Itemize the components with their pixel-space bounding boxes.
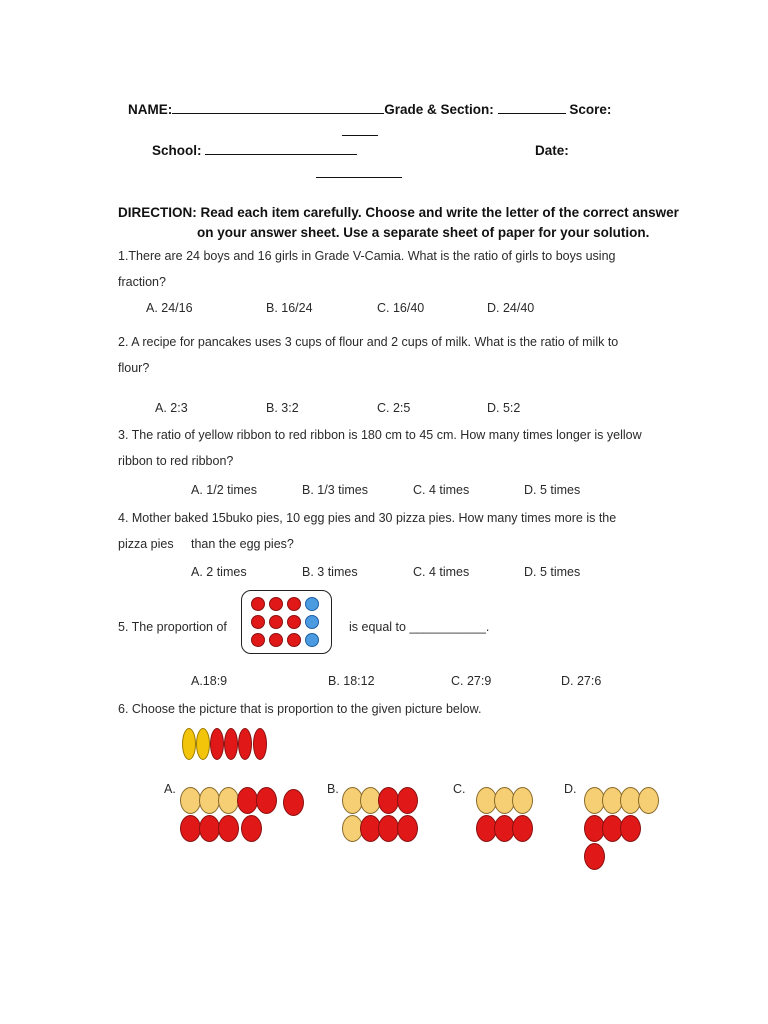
question-3-line-2: ribbon to red ribbon?: [118, 454, 234, 468]
q5-option-d[interactable]: D. 27:6: [561, 674, 602, 688]
q2-option-c[interactable]: C. 2:5: [377, 401, 411, 415]
question-2-line-2: flour?: [118, 361, 150, 375]
question-2-line-1: 2. A recipe for pancakes uses 3 cups of flour and 2 cups of milk. What is the ratio of milk to: [118, 335, 619, 349]
q6-c-red: [512, 815, 533, 842]
q6-a-cream: [218, 787, 239, 814]
q6-a-red: [241, 815, 262, 842]
q4-option-a[interactable]: A. 2 times: [191, 565, 247, 579]
q1-option-a[interactable]: A. 24/16: [146, 301, 193, 315]
q6-d-red: [620, 815, 641, 842]
question-6-line-1: 6. Choose the picture that is proportion to the given picture below.: [118, 702, 482, 716]
question-4-line-1: 4. Mother baked 15buko pies, 10 egg pies and 30 pizza pies. How many times more is the: [118, 511, 617, 525]
question-5-suffix: is equal to ___________.: [349, 620, 490, 634]
q6-d-cream: [638, 787, 659, 814]
q6-b-red: [378, 787, 399, 814]
date-blank[interactable]: [316, 164, 402, 178]
q3-option-c[interactable]: C. 4 times: [413, 483, 470, 497]
question-4-line-2a: pizza pies: [118, 537, 174, 551]
q5-option-b[interactable]: B. 18:12: [328, 674, 375, 688]
score-label: Score:: [569, 102, 612, 117]
question-5-prefix: 5. The proportion of: [118, 620, 227, 634]
date-label: Date:: [535, 143, 569, 158]
school-row: [152, 144, 357, 158]
q6-given-red: [238, 728, 252, 760]
question-1-line-1: 1.There are 24 boys and 16 girls in Grade V-Camia. What is the ratio of girls to boys using: [118, 249, 616, 263]
q6-given-red: [210, 728, 224, 760]
q1-option-b[interactable]: B. 16/24: [266, 301, 313, 315]
q6-given-yellow: [182, 728, 196, 760]
grade-label: Grade & Section:: [384, 102, 494, 117]
q5-option-c[interactable]: C. 27:9: [451, 674, 492, 688]
q6-b-red: [378, 815, 399, 842]
q6-c-cream: [512, 787, 533, 814]
score-blank[interactable]: [342, 122, 378, 136]
q4-option-b[interactable]: B. 3 times: [302, 565, 358, 579]
q6-a-red: [237, 787, 258, 814]
q6-a-cream: [199, 787, 220, 814]
school-blank[interactable]: [205, 154, 357, 155]
q3-option-a[interactable]: A. 1/2 times: [191, 483, 257, 497]
q1-option-c[interactable]: C. 16/40: [377, 301, 425, 315]
direction-line-2: on your answer sheet. Use a separate sheet of paper for your solution.: [197, 225, 650, 240]
q6-a-red: [218, 815, 239, 842]
q6-option-c[interactable]: C.: [453, 782, 466, 796]
q5-dot-picture: [241, 590, 332, 654]
q5-dot-red: [287, 597, 301, 611]
grade-blank[interactable]: [498, 113, 566, 114]
q5-dot-red: [251, 597, 265, 611]
q5-dot-red: [287, 615, 301, 629]
q6-given-red: [224, 728, 238, 760]
question-3-line-1: 3. The ratio of yellow ribbon to red ribbon is 180 cm to 45 cm. How many times longer is yellow: [118, 428, 642, 442]
q4-option-d[interactable]: D. 5 times: [524, 565, 581, 579]
q4-option-c[interactable]: C. 4 times: [413, 565, 470, 579]
q6-option-d[interactable]: D.: [564, 782, 577, 796]
q5-dot-red: [287, 633, 301, 647]
school-label: School:: [152, 143, 202, 158]
q6-given-yellow: [196, 728, 210, 760]
q6-a-red: [180, 815, 201, 842]
q6-a-red: [283, 789, 304, 816]
q5-dot-blue: [305, 633, 319, 647]
q5-dot-red: [251, 633, 265, 647]
q6-option-a[interactable]: A.: [164, 782, 176, 796]
q6-option-b[interactable]: B.: [327, 782, 339, 796]
q5-dot-red: [269, 597, 283, 611]
q6-given-red: [253, 728, 267, 760]
q5-dot-red: [251, 615, 265, 629]
q6-a-cream: [180, 787, 201, 814]
q5-option-a[interactable]: A.18:9: [191, 674, 228, 688]
question-4-line-2b: than the egg pies?: [191, 537, 294, 551]
q5-dot-red: [269, 633, 283, 647]
q1-option-d[interactable]: D. 24/40: [487, 301, 535, 315]
q6-a-red: [199, 815, 220, 842]
q6-d-red: [584, 843, 605, 870]
q2-option-d[interactable]: D. 5:2: [487, 401, 521, 415]
q6-b-red: [397, 815, 418, 842]
name-label: NAME: Grade & Section: Score:: [128, 102, 612, 117]
q5-dot-blue: [305, 615, 319, 629]
q6-b-red: [397, 787, 418, 814]
q5-dot-blue: [305, 597, 319, 611]
direction-line-1: DIRECTION: Read each item carefully. Choose and write the letter of the correct answer: [118, 205, 679, 220]
name-blank[interactable]: [172, 113, 384, 114]
question-1-line-2: fraction?: [118, 275, 166, 289]
q5-dot-red: [269, 615, 283, 629]
q3-option-b[interactable]: B. 1/3 times: [302, 483, 368, 497]
q2-option-a[interactable]: A. 2:3: [155, 401, 188, 415]
q2-option-b[interactable]: B. 3:2: [266, 401, 299, 415]
q6-a-red: [256, 787, 277, 814]
q3-option-d[interactable]: D. 5 times: [524, 483, 581, 497]
